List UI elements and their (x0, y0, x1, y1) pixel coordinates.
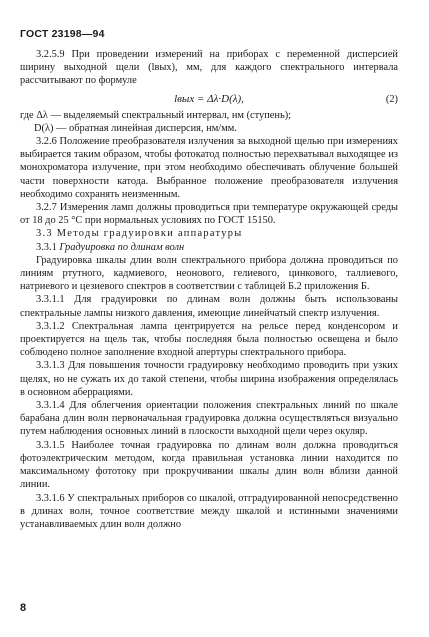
paragraph-3-3-1-3: 3.3.1.3 Для повышения точности градуировку необходимо проводить при узких щелях, но не сужать их до такой степени, чтобы ширина изображения определялась в основном аберрациями. (20, 360, 398, 398)
subsection-number: 3.3.1 (36, 241, 57, 253)
formula-number: (2) (385, 93, 398, 105)
formula-definitions (20, 109, 398, 135)
paragraph-3-2-7: 3.2.7 Измерения ламп должны проводиться при температуре окружающей среды от 18 до 25 °С при нормальных условиях по ГОСТ 15150. (20, 202, 398, 227)
paragraph-3-3-1-5: 3.3.1.5 Наиболее точная градуировка по длинам волн должна проводиться фотоэлектрическим методом, когда правильная установка линии находится по максимальному фототоку при прокручивании шкалы длин волн вблизи данной линии. (20, 439, 398, 491)
formula-row (20, 89, 398, 109)
standard-header: ГОСТ 23198—94 (20, 28, 105, 40)
definition-delta-lambda: где Δλ — выделяемый спектральный интервал, нм (ступень); (20, 109, 292, 121)
paragraph-3-3-1-4: 3.3.1.4 Для облегчения ориентации положения спектральных линий по шкале барабана длин волн первоначальная градуировка должна осуществляться визуально путем наблюдения основных линий в плоскости выходной щели через окуляр. (20, 400, 398, 438)
subsection-heading-3-3-1 (20, 241, 398, 254)
paragraph-3-3-1-2: 3.3.1.2 Спектральная лампа центрируется на рельсе перед конденсором и проектируется на щель так, чтобы последняя была полностью освещена и было соблюдено полное заполнение входной апертуры спектрального прибора. (20, 320, 398, 359)
paragraph-3-3-1-body: Градуировка шкалы длин волн спектрального прибора должна проводиться по линиям ртутного, кадмиевого, неонового, гелиевого, цинкового, таллиевого, натриевого и цезиевого спектров в соответствии с таблицей Б.2 приложения Б. (20, 254, 398, 293)
page-number: 8 (20, 602, 27, 614)
section-heading-3-3: 3.3 Методы градуировки аппаратуры (36, 228, 243, 240)
document-body (20, 48, 398, 531)
slit-width-formula: lвых = Δλ·D(λ), (174, 92, 244, 105)
paragraph-3-3-1-1: 3.3.1.1 Для градуировки по длинам волн должны быть использованы спектральные лампы низкого давления, имеющие линейчатый спектр излучения. (20, 294, 398, 319)
paragraph-3-2-5-9: 3.2.5.9 При проведении измерений на приборах с переменной дисперсией ширину выходной щели (lвых), мм, для каждого спектрального интервала рассчитывают по формуле (20, 49, 398, 87)
paragraph-3-3-1-6: 3.3.1.6 У спектральных приборов со шкалой, отградуированной непосредственно в длинах волн, точное соответствие между шкалой и истинными значениями устанавливаемых длин волн должно (20, 492, 398, 530)
paragraph-3-2-6: 3.2.6 Положение преобразователя излучения за выходной щелью при измерениях выбирается таким образом, чтобы фотокатод полностью перехватывал выходящее из монохроматора излучение, при этом необходимо обеспечивать облучение большей части поверхности катода. Выбранное положение преобразователя излучения необходимо сохранять неизменным. (20, 136, 398, 200)
subsection-title: Градуировка по длинам волн (59, 241, 185, 253)
definition-dispersion: D(λ) — обратная линейная дисперсия, нм/мм. (34, 122, 237, 134)
